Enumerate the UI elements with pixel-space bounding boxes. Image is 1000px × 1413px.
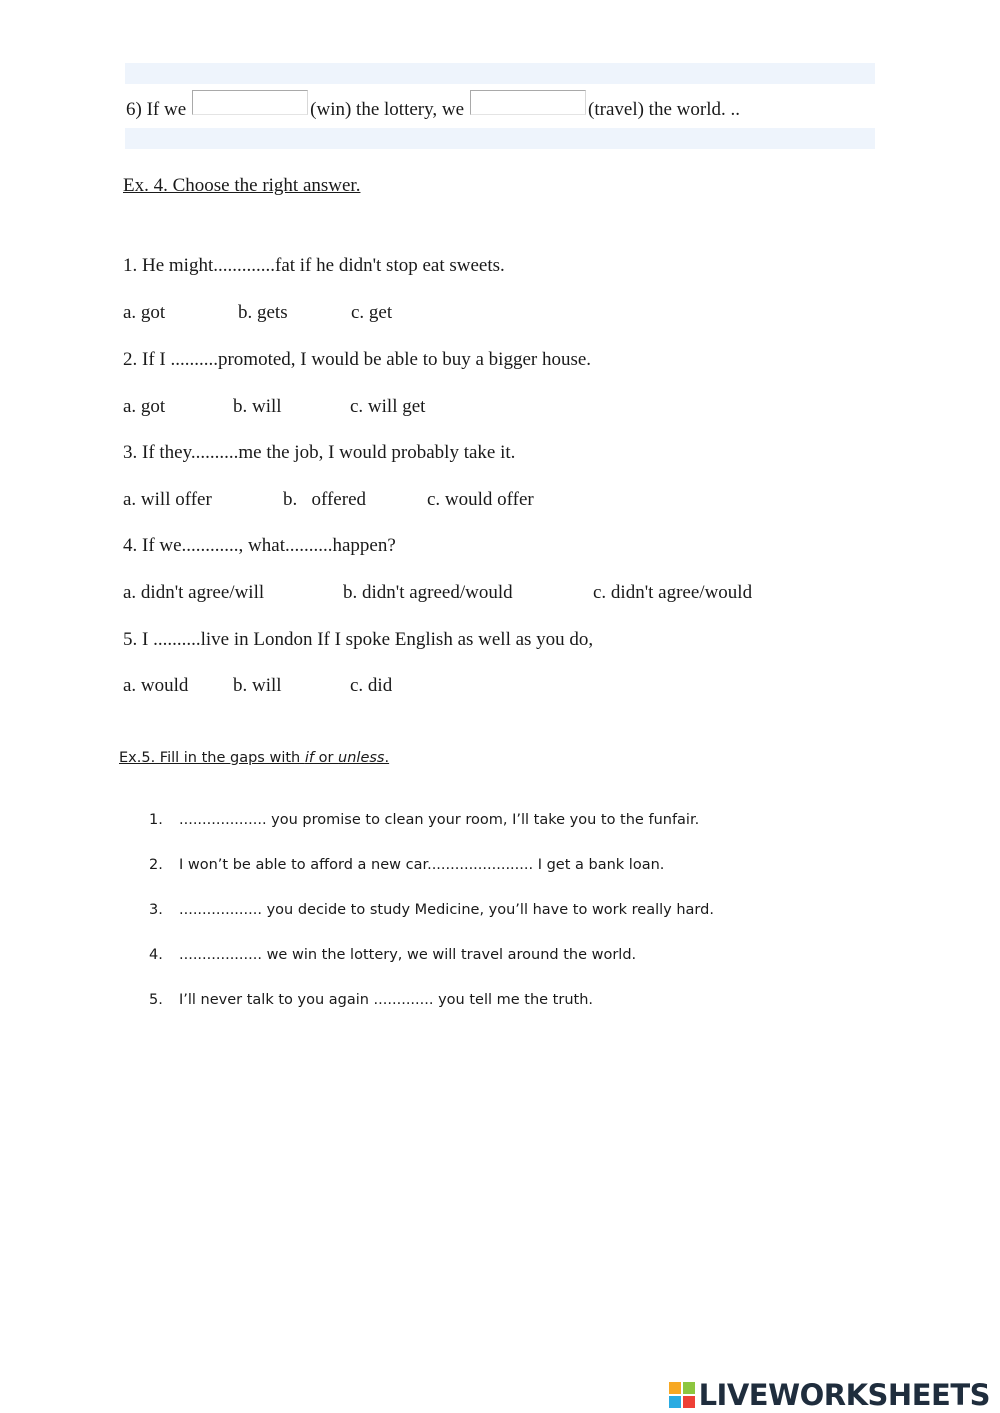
ex5-item-number: 4. — [149, 947, 163, 963]
liveworksheets-logo — [669, 1378, 990, 1412]
q6-win-answer-input[interactable] — [192, 90, 308, 115]
ex4-question-5: 5. I ..........live in London If I spoke English as well as you do, — [123, 629, 594, 650]
ex4-question-2: 2. If I ..........promoted, I would be able to buy a bigger house. — [123, 349, 592, 370]
ex4-q5-option-a: a. would — [123, 675, 189, 696]
ex5-item-number: 1. — [149, 812, 163, 828]
ex5-title-unless: unless — [338, 750, 385, 766]
ex3-question-6 — [126, 99, 740, 121]
ex4-q2-option-a: a. got — [123, 396, 166, 417]
q6-part-3: (travel) the world. .. — [588, 99, 740, 120]
ex5-item-text: .................. you decide to study Medicine, you’ll have to work really hard. — [179, 902, 714, 918]
ex5-item-text: I’ll never talk to you again ............. you tell me the truth. — [179, 992, 593, 1008]
ex5-title-prefix: Ex.5. Fill in the gaps with — [119, 750, 305, 766]
ex5-title — [119, 750, 389, 766]
ex5-item-number: 2. — [149, 857, 163, 873]
ex4-title: Ex. 4. Choose the right answer. — [123, 175, 361, 196]
ex4-question-4: 4. If we............, what..........happen? — [123, 535, 396, 556]
logo-mark-cell — [669, 1396, 681, 1408]
logo-mark-icon — [669, 1382, 695, 1408]
ex4-q4-option-b: b. didn't agreed/would — [343, 582, 513, 603]
ex4-q1-option-b: b. gets — [238, 302, 288, 323]
ex4-q4-option-a: a. didn't agree/will — [123, 582, 265, 603]
ex5-item-text: ................... you promise to clean your room, I’ll take you to the funfair. — [179, 812, 700, 828]
ex5-item-text: .................. we win the lottery, we will travel around the world. — [179, 947, 637, 963]
q6-part-2: (win) the lottery, we — [310, 99, 465, 120]
ex5-title-or: or — [313, 750, 339, 766]
ex5-item-text: I won’t be able to afford a new car....................... I get a bank loan. — [179, 857, 665, 873]
ex5-item-number: 3. — [149, 902, 163, 918]
ex5-title-suffix: . — [384, 750, 390, 766]
ex4-q2-option-b: b. will — [233, 396, 282, 417]
ex4-question-3: 3. If they..........me the job, I would probably take it. — [123, 442, 516, 463]
ex4-q1-option-a: a. got — [123, 302, 166, 323]
ex4-question-1: 1. He might.............fat if he didn't stop eat sweets. — [123, 255, 505, 276]
question-band-top — [125, 63, 875, 84]
logo-mark-cell — [669, 1382, 681, 1394]
ex4-q3-option-c: c. would offer — [427, 489, 534, 510]
ex4-q2-option-c: c. will get — [350, 396, 426, 417]
logo-text: LIVEWORKSHEETS — [698, 1378, 990, 1412]
ex5-item-number: 5. — [149, 992, 163, 1008]
ex4-q3-option-a: a. will offer — [123, 489, 212, 510]
ex4-q3-option-b: b. offered — [283, 489, 367, 510]
ex4-q5-option-b: b. will — [233, 675, 282, 696]
logo-mark-cell — [683, 1382, 695, 1394]
ex4-q4-option-c: c. didn't agree/would — [593, 582, 753, 603]
ex4-q5-option-c: c. did — [350, 675, 393, 696]
ex4-q1-option-c: c. get — [351, 302, 393, 323]
logo-mark-cell — [683, 1396, 695, 1408]
ex5-title-if: if — [304, 750, 314, 766]
q6-travel-answer-input[interactable] — [470, 90, 586, 115]
question-band-bottom — [125, 128, 875, 149]
q6-part-1: 6) If we — [126, 99, 187, 120]
